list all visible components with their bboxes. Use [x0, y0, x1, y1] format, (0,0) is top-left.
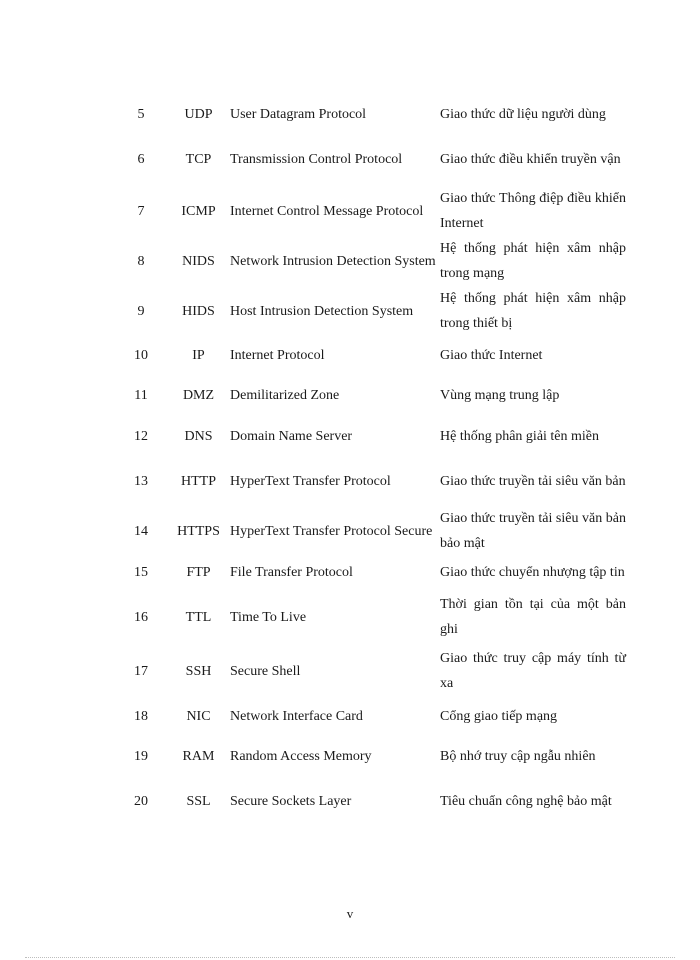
row-number: 9	[137, 303, 145, 319]
full-term: Random Access Memory	[230, 748, 372, 764]
abbreviation: FTP	[186, 564, 211, 580]
full-term: Internet Protocol	[230, 347, 325, 363]
row-number: 13	[134, 473, 148, 489]
table-row	[115, 776, 626, 826]
row-number: 14	[134, 523, 148, 539]
vietnamese-term: Hệ thống phân giải tên miền	[440, 428, 600, 444]
vietnamese-term: Giao thức truyền tải siêu văn bản bảo mật	[440, 511, 626, 551]
footer-divider	[25, 957, 675, 958]
full-term: Internet Control Message Protocol	[230, 203, 424, 219]
vietnamese-term: Cổng giao tiếp mạng	[440, 708, 558, 724]
table-row	[115, 96, 626, 132]
vietnamese-term: Giao thức Thông điệp điều khiển Internet	[440, 191, 626, 231]
full-term: Domain Name Server	[230, 428, 353, 444]
abbreviation: TCP	[185, 151, 212, 167]
abbreviation: UDP	[184, 106, 213, 122]
vietnamese-term: Vùng mạng trung lập	[440, 387, 560, 403]
full-term: Secure Shell	[230, 663, 301, 679]
table-row	[115, 236, 626, 286]
table-row	[115, 456, 626, 506]
row-number: 17	[134, 663, 148, 679]
table-row	[115, 336, 626, 374]
vietnamese-term: Thời gian tồn tại của một bản ghi	[440, 597, 626, 637]
table-row	[115, 588, 626, 646]
table-row	[115, 506, 626, 556]
full-term: Network Interface Card	[230, 708, 363, 724]
table-row	[115, 374, 626, 416]
table-row	[115, 696, 626, 736]
table-row	[115, 132, 626, 186]
abbreviation: SSL	[186, 793, 211, 809]
abbreviation: HIDS	[182, 303, 215, 319]
row-number: 5	[137, 106, 145, 122]
full-term: HyperText Transfer Protocol	[230, 473, 391, 489]
abbreviation: HTTP	[181, 473, 216, 489]
row-number: 10	[134, 347, 148, 363]
row-number: 6	[137, 151, 145, 167]
vietnamese-term: Giao thức Internet	[440, 347, 543, 363]
vietnamese-term: Giao thức chuyển nhượng tập tin	[440, 564, 625, 580]
row-number: 16	[134, 609, 148, 625]
full-term: Transmission Control Protocol	[230, 151, 403, 167]
vietnamese-term: Bộ nhớ truy cập ngẫu nhiên	[440, 748, 596, 764]
table-row	[115, 286, 626, 336]
table-row	[115, 416, 626, 456]
row-number: 15	[134, 564, 148, 580]
vietnamese-term: Tiêu chuẩn công nghệ bảo mật	[440, 793, 612, 809]
table-row	[115, 186, 626, 236]
full-term: File Transfer Protocol	[230, 564, 353, 580]
vietnamese-term: Hệ thống phát hiện xâm nhập trong mạng	[440, 241, 626, 281]
row-number: 19	[134, 748, 148, 764]
row-number: 18	[134, 708, 148, 724]
abbreviation: HTTPS	[177, 523, 220, 539]
abbreviation: ICMP	[181, 203, 216, 219]
abbreviation: DNS	[184, 428, 213, 444]
abbreviation: IP	[192, 347, 205, 363]
page-number: v	[346, 906, 354, 921]
row-number: 20	[134, 793, 148, 809]
table-row	[115, 556, 626, 588]
abbreviation: RAM	[182, 748, 215, 764]
abbreviation-table	[115, 96, 626, 826]
row-number: 7	[137, 203, 145, 219]
full-term: Network Intrusion Detection System	[230, 253, 436, 269]
table-row	[115, 646, 626, 696]
full-term: Time To Live	[230, 609, 307, 625]
row-number: 8	[137, 253, 145, 269]
abbreviation: DMZ	[182, 387, 215, 403]
vietnamese-term: Hệ thống phát hiện xâm nhập trong thiết bị	[440, 291, 626, 331]
vietnamese-term: Giao thức truy cập máy tính từ xa	[440, 651, 626, 691]
full-term: User Datagram Protocol	[230, 106, 367, 122]
full-term: HyperText Transfer Protocol Secure	[230, 523, 433, 539]
vietnamese-term: Giao thức dữ liệu người dùng	[440, 106, 606, 122]
abbreviation: TTL	[185, 609, 212, 625]
abbreviation: SSH	[185, 663, 212, 679]
vietnamese-term: Giao thức truyền tải siêu văn bản	[440, 473, 626, 489]
full-term: Demilitarized Zone	[230, 387, 340, 403]
row-number: 11	[134, 387, 148, 403]
full-term: Host Intrusion Detection System	[230, 303, 414, 319]
vietnamese-term: Giao thức điều khiển truyền vận	[440, 151, 621, 167]
table-row	[115, 736, 626, 776]
abbreviation: NIC	[186, 708, 211, 724]
full-term: Secure Sockets Layer	[230, 793, 352, 809]
abbreviation: NIDS	[182, 253, 215, 269]
row-number: 12	[134, 428, 148, 444]
